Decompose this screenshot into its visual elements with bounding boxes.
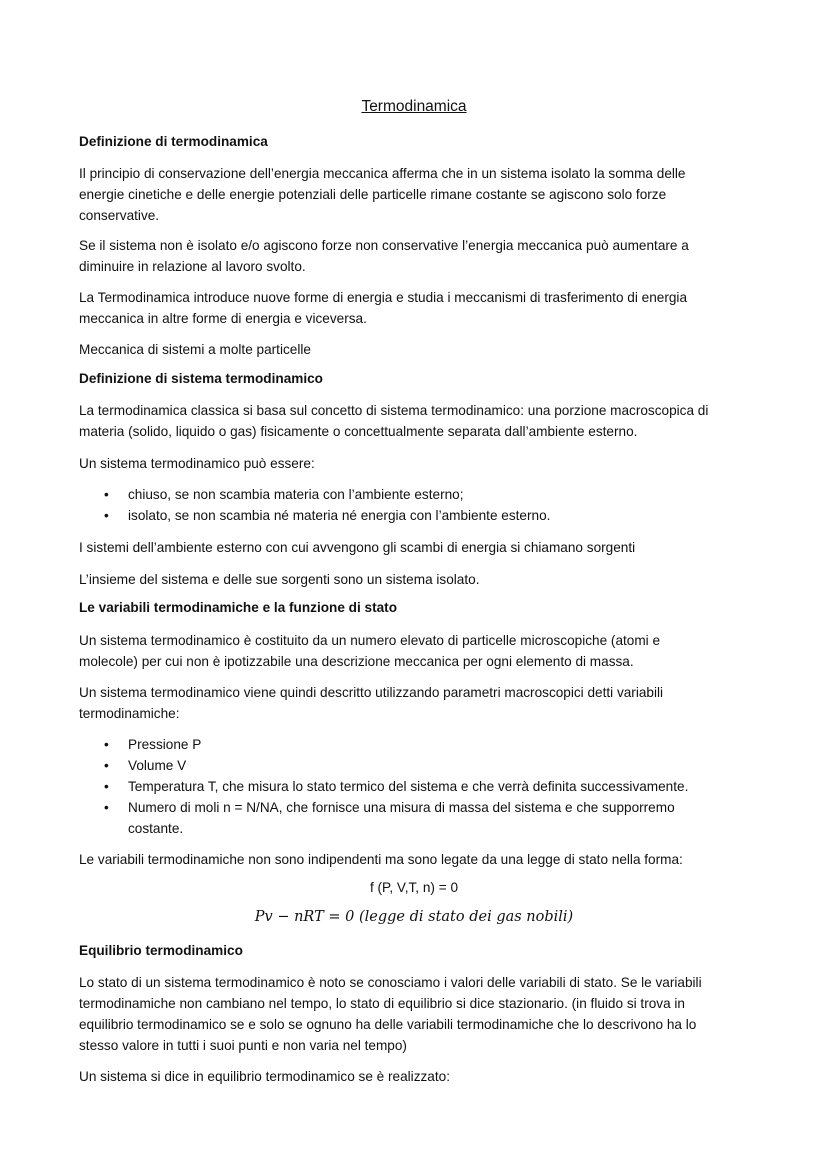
bullet-icon: • (104, 758, 109, 773)
paragraph-line: materia (solido, liquido o gas) fisicamente o concettualmente separata dall’ambiente esterno. (79, 424, 638, 439)
heading-equilibrio: Equilibrio termodinamico (79, 943, 243, 958)
paragraph-line: La termodinamica classica si basa sul concetto di sistema termodinamico: una porzione macroscopica di (79, 403, 709, 418)
list-item-continuation: costante. (128, 821, 184, 836)
bullet-icon: • (104, 487, 109, 502)
paragraph-line: Un sistema si dice in equilibrio termodinamico se è realizzato: (79, 1069, 450, 1084)
paragraph-line: I sistemi dell’ambiente esterno con cui avvengono gli scambi di energia si chiamano sorgenti (79, 540, 636, 555)
paragraph-line: equilibrio termodinamico se e solo se ognuno ha delle variabili termodinamiche che lo descrivono ha lo (79, 1017, 697, 1032)
paragraph-line: diminuire in relazione al lavoro svolto. (79, 259, 306, 274)
paragraph-line: L’insieme del sistema e delle sue sorgenti sono un sistema isolato. (79, 572, 480, 587)
paragraph-line: Se il sistema non è isolato e/o agiscono forze non conservative l’energia meccanica può aumentare a (79, 238, 689, 253)
heading-definizione-termodinamica: Definizione di termodinamica (79, 134, 268, 149)
page-title: Termodinamica (361, 98, 467, 115)
list-item: Volume V (128, 758, 187, 773)
list-item: Pressione P (128, 737, 202, 752)
paragraph-line: Le variabili termodinamiche non sono indipendenti ma sono legate da una legge di stato nella forma: (79, 852, 683, 867)
heading-definizione-sistema: Definizione di sistema termodinamico (79, 371, 323, 386)
paragraph-line: meccanica in altre forme di energia e viceversa. (79, 311, 367, 326)
paragraph-line: Meccanica di sistemi a molte particelle (79, 342, 311, 357)
paragraph-line: stesso valore in tutti i suoi punti e non varia nel tempo) (79, 1038, 407, 1053)
paragraph-line: molecole) per cui non è ipotizzabile una descrizione meccanica per ogni elemento di massa. (79, 654, 634, 669)
list-item: chiuso, se non scambia materia con l’ambiente esterno; (128, 487, 464, 502)
bullet-icon: • (104, 737, 109, 752)
paragraph-line: conservative. (79, 208, 160, 223)
ideal-gas-equation: Pv − nRT = 0 (legge di stato dei gas nobili) (254, 909, 574, 925)
state-equation: f (P, V,T, n) = 0 (369, 880, 459, 895)
paragraph-line: Lo stato di un sistema termodinamico è noto se conosciamo i valori delle variabili di stato. Se le variabili (79, 975, 702, 990)
paragraph-line: termodinamiche: (79, 706, 180, 721)
bullet-icon: • (104, 508, 109, 523)
list-item: Temperatura T, che misura lo stato termico del sistema e che verrà definita successivamente. (128, 779, 689, 794)
bullet-icon: • (104, 779, 109, 794)
list-item: isolato, se non scambia né materia né energia con l’ambiente esterno. (128, 508, 551, 523)
paragraph-line: La Termodinamica introduce nuove forme di energia e studia i meccanismi di trasferimento di energia (79, 290, 688, 305)
paragraph-line: energie cinetiche e delle energie potenziali delle particelle rimane costante se agiscono solo forze (79, 187, 667, 202)
paragraph-line: Il principio di conservazione dell’energia meccanica afferma che in un sistema isolato la somma delle (79, 166, 686, 181)
paragraph-line: Un sistema termodinamico viene quindi descritto utilizzando parametri macroscopici detti variabili (79, 685, 664, 700)
heading-variabili: Le variabili termodinamiche e la funzione di stato (79, 600, 398, 615)
paragraph-line: Un sistema termodinamico può essere: (79, 456, 315, 471)
list-item: Numero di moli n = N/NA, che fornisce una misura di massa del sistema e che supporremo (128, 800, 675, 815)
bullet-icon: • (104, 800, 109, 815)
paragraph-line: termodinamiche non cambiano nel tempo, lo stato di equilibrio si dice stazionario. (in fluido si trova in (79, 996, 685, 1011)
paragraph-line: Un sistema termodinamico è costituito da un numero elevato di particelle microscopiche (atomi e (79, 633, 661, 648)
